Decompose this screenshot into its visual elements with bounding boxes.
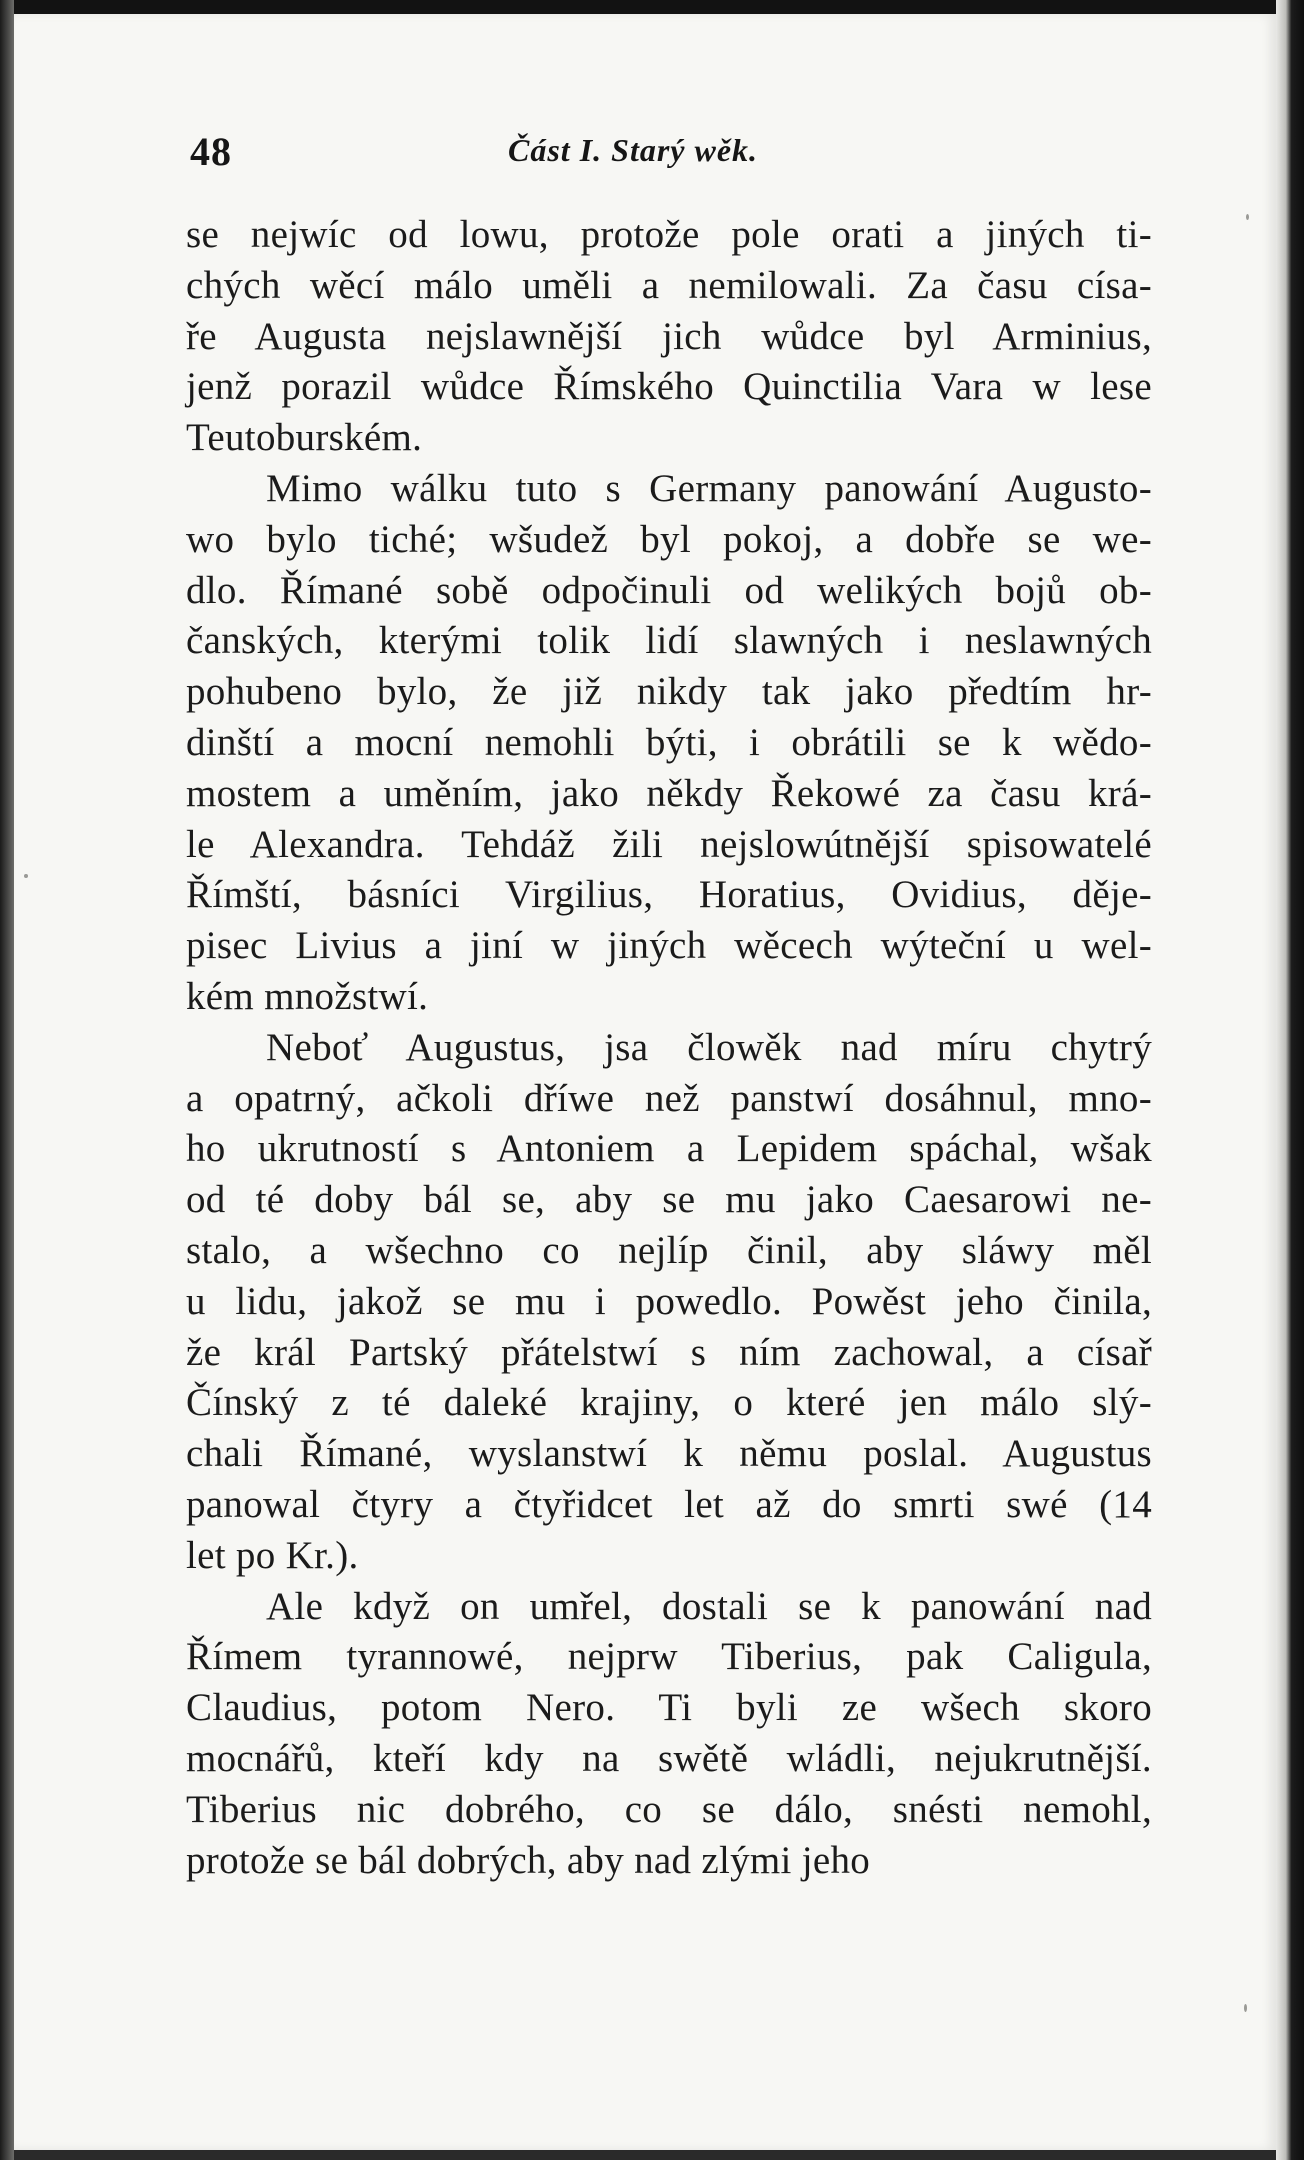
text-line: Ale když on umřel, dostali se k panowání nad <box>266 1584 1152 1628</box>
paper-speck <box>1244 2004 1247 2012</box>
text-line: kém množstwí. <box>186 974 429 1018</box>
text-line: Teutoburském. <box>186 416 423 460</box>
page-number: 48 <box>190 129 232 174</box>
text-line: wo bylo tiché; wšudež byl pokoj, a dobře se we- <box>186 517 1152 561</box>
text-line: a opatrný, ačkoli dříwe než panstwí dosáhnul, mno- <box>186 1076 1152 1120</box>
scan-left-border <box>0 0 14 2160</box>
paragraph <box>186 464 1152 1023</box>
text-line: Čínský z té daleké krajiny, o které jen málo slý- <box>186 1381 1152 1425</box>
text-line: pisec Livius a jiní w jiných wěcech wýteční u wel- <box>186 924 1152 968</box>
paragraph <box>186 1582 1152 1887</box>
text-line: dinští a mocní nemohli býti, i obrátili se k wědo- <box>186 720 1152 764</box>
text-line: chali Římané, wyslanstwí k němu poslal. Augustus <box>186 1432 1152 1476</box>
text-line: stalo, a wšechno co nejlíp činil, aby sláwy měl <box>186 1228 1152 1272</box>
scan-right-border <box>1276 0 1304 2160</box>
text-line: u lidu, jakož se mu i powedlo. Powěst jeho činila, <box>186 1279 1152 1323</box>
text-line: mocnářů, kteří kdy na swětě wládli, nejukrutnější. <box>186 1736 1152 1780</box>
text-line: protože se bál dobrých, aby nad zlými jeho <box>186 1838 871 1882</box>
text-line: jenž porazil wůdce Římského Quinctilia Vara w lese <box>186 365 1152 409</box>
text-line: od té doby bál se, aby se mu jako Caesarowi ne- <box>186 1178 1152 1222</box>
text-line: let po Kr.). <box>186 1533 359 1577</box>
text-line: Mimo wálku tuto s Germany panowání Augusto- <box>266 466 1152 510</box>
text-line: mostem a uměním, jako někdy Řekowé za času krá- <box>186 771 1152 815</box>
text-line: Římští, básníci Virgilius, Horatius, Ovidius, děje- <box>186 873 1152 917</box>
text-line: ře Augusta nejslawnější jich wůdce byl Arminius, <box>186 314 1152 358</box>
page-header <box>190 128 1150 176</box>
text-line: Neboť Augustus, jsa člowěk nad míru chytrý <box>266 1025 1152 1069</box>
text-line: panowal čtyry a čtyřidcet let až do smrti swé (14 <box>186 1482 1152 1526</box>
text-line: dlo. Římané sobě odpočinuli od welikých bojů ob- <box>186 568 1152 612</box>
text-line: že král Partský přátelstwí s ním zachowal, a císař <box>186 1330 1152 1374</box>
text-line: ho ukrutností s Antoniem a Lepidem spáchal, wšak <box>186 1127 1152 1171</box>
body-text <box>186 210 1152 1886</box>
running-head: Část I. Starý wěk. <box>508 132 759 168</box>
text-line: chých wěcí málo uměli a nemilowali. Za času císa- <box>186 263 1152 307</box>
text-line: Římem tyrannowé, nejprw Tiberius, pak Caligula, <box>186 1635 1152 1679</box>
text-line: Tiberius nic dobrého, co se dálo, snésti nemohl, <box>186 1787 1152 1831</box>
scan-top-border <box>0 0 1304 14</box>
text-line: Claudius, potom Nero. Ti byli ze wšech skoro <box>186 1686 1152 1730</box>
paper-speck <box>1246 214 1249 220</box>
text-line: le Alexandra. Tehdáž žili nejslowútnější spisowatelé <box>186 822 1152 866</box>
text-line: pohubeno bylo, že již nikdy tak jako předtím hr- <box>186 670 1152 714</box>
text-line: čanských, kterými tolik lidí slawných i neslawných <box>186 619 1152 663</box>
paper-speck <box>24 874 28 878</box>
paragraph <box>186 1023 1152 1582</box>
paragraph <box>186 210 1152 464</box>
text-line: se nejwíc od lowu, protože pole orati a jiných ti- <box>186 213 1152 256</box>
